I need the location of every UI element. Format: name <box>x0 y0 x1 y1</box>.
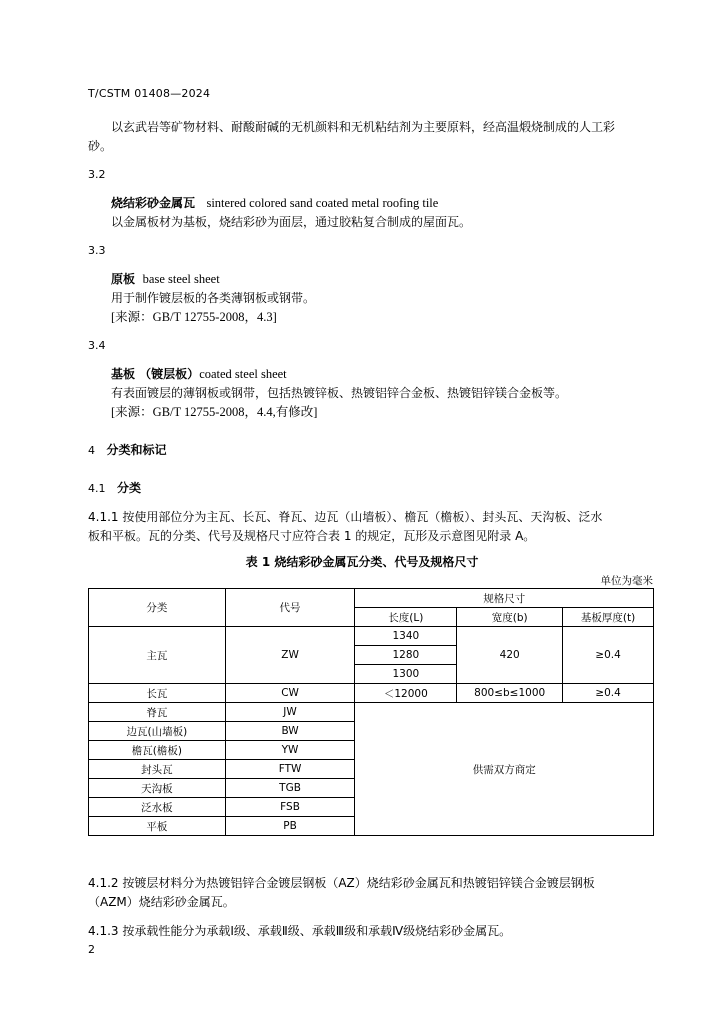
clause-4-1-1-line-2: 板和平板。瓦的分类、代号及规格尺寸应符合表 1 的规定，瓦形及示意图见附录 A。 <box>88 529 536 543</box>
cell-name: 边瓦(山墙板) <box>89 722 226 741</box>
section-title: 分类 <box>116 481 141 495</box>
clause-4-1-1-line-1: 4.1.1 按使用部位分为主瓦、长瓦、脊瓦、边瓦（山墙板）、檐瓦（檐板）、封头瓦、天沟板、泛水 <box>88 510 603 524</box>
cell-name: 檐瓦(檐板) <box>89 741 226 760</box>
section-heading <box>88 478 141 499</box>
section-number: 3.2 <box>88 168 106 181</box>
header-code: 代号 <box>225 589 355 627</box>
table-unit: 单位为毫米 <box>600 575 653 587</box>
cell-length: 1300 <box>355 665 457 684</box>
cell-name: 天沟板 <box>89 779 226 798</box>
term-en: coated steel sheet <box>199 367 287 381</box>
cell-name: 长瓦 <box>89 684 226 703</box>
cell-length: 1280 <box>355 646 457 665</box>
clause-4-1-2-line-1: 4.1.2 按镀层材料分为热镀铝锌合金镀层钢板（AZ）烧结彩砂金属瓦和热镀铝锌镁合金镀层钢板 <box>88 876 595 890</box>
intro-line-1: 以玄武岩等矿物材料、耐酸耐碱的无机颜料和无机粘结剂为主要原料，经高温煅烧制成的人工彩 <box>111 120 616 134</box>
cell-name: 封头瓦 <box>89 760 226 779</box>
cell-name: 泛水板 <box>89 798 226 817</box>
cell-length: 1340 <box>355 627 457 646</box>
table-row <box>89 627 654 646</box>
cell-code: ZW <box>225 627 355 684</box>
table-row <box>89 684 654 703</box>
term-definition: 有表面镀层的薄钢板或钢带，包括热镀锌板、热镀铝锌合金板、热镀铝锌镁合金板等。 <box>111 386 568 400</box>
table-caption: 表 1 烧结彩砂金属瓦分类、代号及规格尺寸 <box>245 555 479 569</box>
clause-4-1-3: 4.1.3 按承载性能分为承载Ⅰ级、承载Ⅱ级、承载Ⅲ级和承载Ⅳ级烧结彩砂金属瓦。 <box>88 924 512 938</box>
standard-number: T/CSTM 01408—2024 <box>88 87 211 100</box>
page-number: 2 <box>88 943 95 956</box>
chapter-number: 4 <box>88 444 95 457</box>
term-en: base steel sheet <box>142 272 220 286</box>
chapter-heading <box>88 440 166 461</box>
section-number: 4.1 <box>88 482 106 495</box>
chapter-title: 分类和标记 <box>106 443 167 457</box>
term-definition: 以金属板材为基板，烧结彩砂为面层，通过胶粘复合制成的屋面瓦。 <box>111 215 472 229</box>
cell-length: ＜12000 <box>355 684 457 703</box>
header-thickness: 基板厚度(t) <box>563 608 654 627</box>
term-cn: 原板 <box>111 272 136 286</box>
term-cn: 基板 （镀层板） <box>111 367 200 381</box>
intro-line-2: 砂。 <box>88 139 113 153</box>
classification-table <box>88 588 654 836</box>
cell-code: YW <box>225 741 355 760</box>
term-heading <box>111 269 220 289</box>
cell-width: 420 <box>457 627 563 684</box>
cell-thickness: ≥0.4 <box>563 627 654 684</box>
cell-code: JW <box>225 703 355 722</box>
cell-negotiated: 供需双方商定 <box>355 703 654 836</box>
section-number: 3.3 <box>88 244 106 257</box>
cell-code: PB <box>225 817 355 836</box>
term-heading <box>111 193 438 213</box>
table-row <box>89 589 654 608</box>
term-source: [来源：GB/T 12755-2008，4.3] <box>111 310 277 324</box>
cell-code: CW <box>225 684 355 703</box>
term-cn: 烧结彩砂金属瓦 <box>111 196 196 210</box>
cell-width: 800≤b≤1000 <box>457 684 563 703</box>
cell-code: BW <box>225 722 355 741</box>
cell-name: 平板 <box>89 817 226 836</box>
header-category: 分类 <box>89 589 226 627</box>
cell-name: 主瓦 <box>89 627 226 684</box>
header-spec: 规格尺寸 <box>355 589 654 608</box>
cell-thickness: ≥0.4 <box>563 684 654 703</box>
cell-code: TGB <box>225 779 355 798</box>
term-heading <box>111 364 287 384</box>
clause-4-1-2-line-2: （AZM）烧结彩砂金属瓦。 <box>88 895 235 909</box>
cell-code: FSB <box>225 798 355 817</box>
term-en: sintered colored sand coated metal roofing tile <box>206 196 439 210</box>
cell-code: FTW <box>225 760 355 779</box>
table-row <box>89 703 654 722</box>
header-length: 长度(L) <box>355 608 457 627</box>
section-number: 3.4 <box>88 339 106 352</box>
term-source: [来源：GB/T 12755-2008，4.4,有修改] <box>111 405 318 419</box>
term-definition: 用于制作镀层板的各类薄钢板或钢带。 <box>111 291 316 305</box>
header-width: 宽度(b) <box>457 608 563 627</box>
cell-name: 脊瓦 <box>89 703 226 722</box>
